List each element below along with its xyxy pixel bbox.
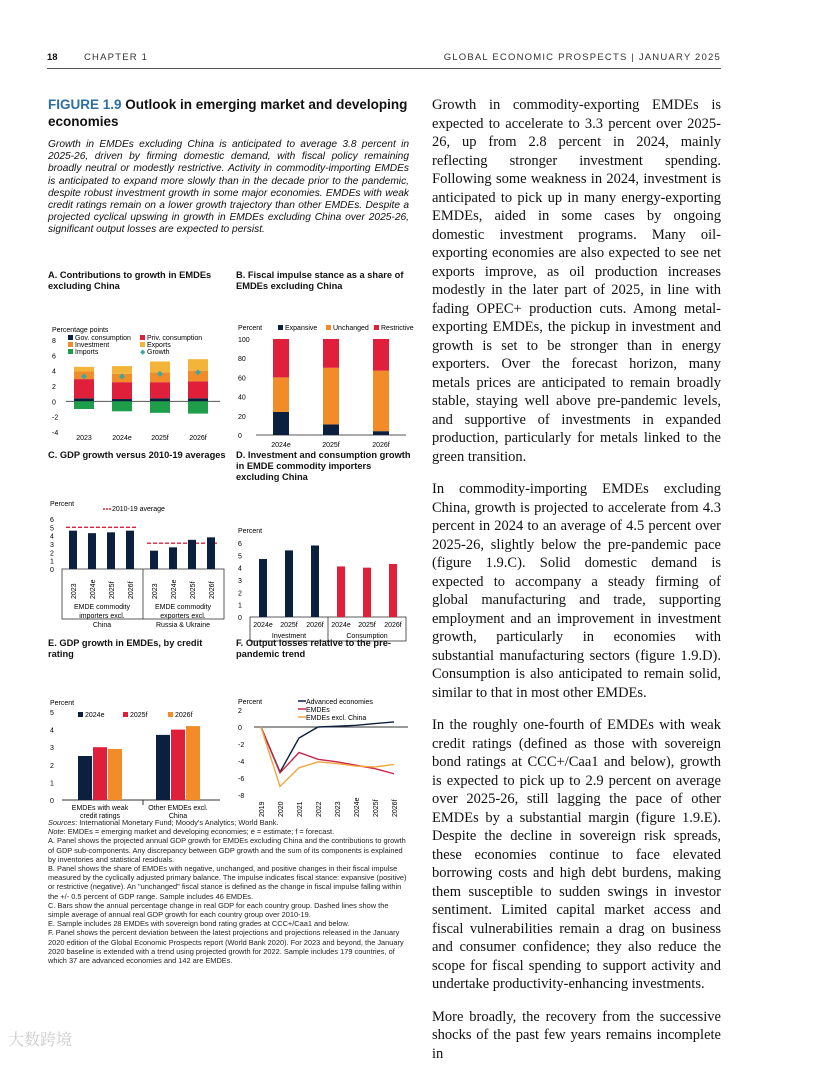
- bar: [78, 756, 92, 800]
- x-tick-label: 2023: [335, 801, 342, 817]
- legend-label: Exports: [147, 342, 171, 349]
- x-tick-label: EMDEs with weak: [71, 805, 129, 812]
- note-line: C. Bars show the annual percentage change in real GDP for each country group. Dashed lines show the simple average of annual real GDP growth for each country group over 2010-19.: [48, 900, 389, 920]
- group-label: China: [92, 622, 112, 629]
- y-tick-label: 4: [238, 565, 242, 573]
- bar: [93, 747, 107, 800]
- series-line: [261, 722, 394, 772]
- bar-segment: [74, 379, 94, 398]
- panel-a: [48, 270, 228, 447]
- chapter-label: CHAPTER 1: [84, 52, 149, 63]
- legend-swatch: [140, 335, 145, 340]
- panel-a-title: A. Contributions to growth in EMDEs excluding China: [48, 270, 212, 291]
- legend-label: 2010-19 average: [112, 506, 165, 513]
- x-tick-label: 2025f: [373, 799, 380, 817]
- x-tick-label: 2023: [152, 583, 159, 599]
- legend-swatch: [168, 712, 173, 717]
- y-tick-label: 2: [238, 708, 242, 715]
- bar: [311, 545, 319, 617]
- y-tick-label: 5: [50, 525, 54, 533]
- panel-d-chart: [236, 483, 411, 638]
- bar: [171, 730, 185, 800]
- legend-label: Imports: [75, 349, 99, 356]
- legend-label: Expansive: [285, 325, 318, 332]
- bar-segment: [74, 398, 94, 401]
- x-tick-label: 2024e: [112, 435, 132, 442]
- figure-notes: [48, 818, 410, 965]
- bar-segment: [373, 371, 389, 431]
- legend-label: 2024e: [85, 712, 105, 719]
- y-tick-label: 2: [50, 550, 54, 558]
- y-tick-label: 40: [238, 394, 246, 402]
- bar: [169, 547, 177, 569]
- y-tick-label: 3: [50, 542, 54, 549]
- x-tick-label: 2026f: [189, 435, 207, 442]
- bar-segment: [323, 339, 339, 368]
- legend-swatch: [68, 349, 73, 354]
- bar-segment: [150, 382, 170, 398]
- y-tick-label: 0: [238, 433, 242, 440]
- y-tick-label: -4: [238, 759, 245, 766]
- group-label: Investment: [271, 633, 307, 640]
- note-line: B. Panel shows the share of EMDEs with negative, unchanged, and positive changes in their fiscal impulse measured by the cyclically adjusted primary balance. The impulse indicates fiscal stance: expansive (positive) or restrictive (negative). An "unchanged" fiscal stance is defined as the change in fiscal impulse falling within the +/- 0.5 percent of GDP range. Sample includes 46 EMDEs.: [48, 864, 407, 901]
- y-tick-label: 100: [238, 337, 250, 344]
- legend-label: Growth: [147, 349, 170, 356]
- x-tick-label: 2024e: [253, 622, 273, 629]
- bar-segment: [323, 424, 339, 435]
- panel-f-chart: [236, 660, 411, 820]
- figure-number: FIGURE 1.9: [48, 97, 122, 112]
- legend-label: EMDEs: [306, 707, 330, 714]
- bar-segment: [112, 399, 132, 401]
- x-tick-label: 2024e: [271, 442, 291, 449]
- bar-segment: [112, 401, 132, 411]
- y-tick-label: 5: [238, 553, 242, 561]
- y-tick-label: 0: [50, 798, 54, 805]
- bar: [186, 726, 200, 800]
- bar: [363, 568, 371, 617]
- group-label: EMDE commodity: [73, 604, 131, 611]
- note-line: F. Panel shows the percent deviation between the latest projections and projections released in the January 2020 edition of the Global Economic Prospects report (World Bank 2020). For 2023 and beyond, the January 2020 baseline is extended with a trend using projected growth for 2022. Sample includes 179 countries, of which 37 are advanced economies and 142 are EMDEs.: [48, 928, 404, 966]
- y-tick-label: -6: [238, 776, 245, 783]
- x-tick-label: 2024e: [90, 579, 97, 599]
- panel-d: [236, 450, 411, 643]
- bar: [188, 540, 196, 569]
- legend-marker: ◆: [140, 349, 146, 356]
- panel-c-title: C. GDP growth versus 2010-19 averages: [48, 450, 226, 460]
- bar: [107, 532, 115, 569]
- y-tick-label: 3: [50, 745, 54, 753]
- bar: [108, 749, 122, 800]
- body-text: [432, 96, 721, 1077]
- x-tick-label: 2025f: [109, 581, 116, 599]
- y-tick-label: 8: [52, 338, 56, 345]
- figure-title-text: Outlook in emerging market and developing economies: [48, 97, 408, 129]
- x-tick-label: 2026f: [392, 799, 399, 817]
- group-label: EMDE commodity: [154, 604, 212, 611]
- running-header: [47, 52, 721, 69]
- legend-label: 2026f: [175, 712, 193, 719]
- note-line: E. Sample includes 28 EMDEs with sovereign bond rating grades at CCC+/Caa1 and below.: [48, 919, 350, 929]
- panel-b: [236, 270, 414, 449]
- panel-a-chart: [48, 292, 228, 442]
- y-tick-label: 4: [50, 533, 54, 541]
- y-tick-label: 6: [50, 517, 54, 524]
- bar: [126, 531, 134, 569]
- bar-segment: [373, 339, 389, 371]
- y-tick-label: 0: [52, 399, 56, 407]
- legend-swatch: [68, 342, 73, 347]
- body-paragraph: In commodity-importing EMDEs excluding China, growth is projected to accelerate from 4.3 percent in 2024 to an average of 4.5 percent over 2025-26, slightly below the pre-pandemic pace (figure 1.9.C). Solid domestic demand is expected to accompany a steady firming of global manufacturing and trade, supporting employment and an improvement in investment growth, particularly in economies with substantial manufacturing sectors (figure 1.9.D). Consumption is also anticipated to remain solid, similar to that in most other EMDEs.: [432, 481, 721, 701]
- x-tick-label: China: [168, 813, 188, 820]
- growth-marker: ◆: [156, 368, 164, 378]
- y-tick-label: -8: [238, 793, 245, 800]
- watermark: 大数跨境: [8, 1032, 73, 1049]
- y-tick-label: 1: [50, 780, 54, 788]
- bar: [69, 531, 77, 569]
- panel-c: [48, 450, 228, 631]
- note-line: A. Panel shows the projected annual GDP growth for EMDEs excluding China and the contributions to growth of GDP sub-components. Any discrepancy between GDP growth and the sum of its components is explained by inventories and statistical residuals.: [48, 836, 406, 864]
- legend-swatch: [123, 712, 128, 717]
- x-tick-label: 2020: [278, 801, 285, 817]
- x-tick-label: 2022: [316, 801, 323, 817]
- y-tick-label: 80: [238, 356, 246, 364]
- group-label: Russia & Ukraine: [155, 622, 211, 629]
- x-tick-label: 2024e: [354, 797, 361, 817]
- bar: [285, 550, 293, 617]
- y-tick-label: 1: [50, 558, 54, 566]
- y-tick-label: 2: [52, 384, 56, 391]
- legend-label: 2025f: [130, 712, 148, 719]
- y-tick-label: 1: [238, 602, 242, 610]
- bar-segment: [188, 381, 208, 398]
- bar-segment: [150, 401, 170, 413]
- x-tick-label: 2026f: [128, 581, 135, 599]
- x-tick-label: credit ratings: [79, 813, 121, 820]
- page-number: 18: [47, 52, 58, 63]
- x-tick-label: 2025f: [322, 442, 340, 449]
- bar-segment: [150, 398, 170, 401]
- growth-marker: ◆: [194, 367, 202, 377]
- growth-marker: ◆: [118, 371, 126, 381]
- y-tick-label: 6: [238, 541, 242, 548]
- y-tick-label: 60: [238, 375, 246, 383]
- note-line: Sources: International Monetary Fund; Moody's Analytics; World Bank.: [48, 818, 279, 827]
- x-tick-label: 2026f: [306, 622, 324, 629]
- x-tick-label: 2025f: [190, 581, 197, 599]
- legend-label: Unchanged: [333, 325, 369, 332]
- y-tick-label: -4: [52, 430, 59, 437]
- y-tick-label: 5: [50, 710, 54, 717]
- publication-title: GLOBAL ECONOMIC PROSPECTS | JANUARY 2025: [443, 52, 721, 63]
- series-line: [261, 727, 394, 787]
- x-tick-label: 2026f: [384, 622, 402, 629]
- y-axis-label: Percent: [238, 528, 263, 535]
- panel-b-title: B. Fiscal impulse stance as a share of EMDEs excluding China: [236, 270, 404, 291]
- bar-segment: [323, 368, 339, 425]
- y-tick-label: 0: [238, 725, 242, 732]
- y-tick-label: 0: [50, 567, 54, 574]
- x-tick-label: 2024e: [171, 579, 178, 599]
- panel-e: [48, 638, 228, 820]
- x-tick-label: 2021: [297, 801, 304, 817]
- bar-segment: [273, 377, 289, 412]
- bar: [88, 533, 96, 569]
- y-axis-label: Percentage points: [52, 327, 109, 334]
- y-axis-label: Percent: [50, 700, 75, 707]
- legend-label: Investment: [75, 342, 110, 349]
- body-paragraph: In the roughly one-fourth of EMDEs with weak credit ratings (defined as those with sovereign bond ratings at CCC+/Caa1 and below), growth is expected to pick up to 2.9 percent on average over 2025-26, still lagging the pace of other EMDEs by a substantial margin (figure 1.9.E). Despite the decline in sovereign risk spreads, these economies continue to face elevated borrowing costs and high debt burdens, making them susceptible to sudden swings in investor sentiment. Limited capital market access and fiscal vulnerabilities remain a drag on business and consumer confidence; they also reduce the scope for fiscal spending to support activity and undertake productivity-enhancing investments.: [432, 717, 721, 992]
- bar: [150, 551, 158, 569]
- y-tick-label: 0: [238, 615, 242, 622]
- group-label: exporters excl.: [160, 613, 206, 620]
- y-tick-label: 2: [50, 762, 54, 770]
- group-label: Consumption: [346, 633, 388, 640]
- figure-title: [48, 96, 408, 130]
- group-label: importers excl.: [79, 613, 125, 620]
- legend-label: EMDEs excl. China: [306, 715, 367, 722]
- x-tick-label: Other EMDEs excl.: [148, 805, 208, 812]
- panel-e-title: E. GDP growth in EMDEs, by credit rating: [48, 638, 203, 659]
- legend-label: Priv. consumption: [147, 335, 203, 342]
- y-axis-label: Percent: [238, 325, 263, 332]
- y-axis-label: Percent: [50, 501, 75, 508]
- panel-b-chart: [236, 292, 414, 449]
- x-tick-label: 2025f: [358, 622, 376, 629]
- bar: [156, 735, 170, 800]
- panel-d-title: D. Investment and consumption growth in EMDE commodity importers excluding China: [236, 450, 411, 482]
- legend-swatch: [278, 325, 283, 330]
- bar: [259, 559, 267, 617]
- bar: [389, 564, 397, 617]
- x-tick-label: 2023: [71, 583, 78, 599]
- figure-summary: Growth in EMDEs excluding China is anticipated to average 3.8 percent in 2025-26, driven by firming domestic demand, with fiscal policy remaining broadly neutral or modestly restrictive. Activity in commodity-importing EMDEs is anticipated to expand more slowly than in the decade prior to the pandemic, despite robust investment growth in some major economies. EMDEs with weak credit ratings remain on a lower growth trajectory than other EMDEs. Despite a projected cyclical upswing in growth in EMDEs excluding China over 2025-26, significant output losses are expected to persist.: [48, 139, 409, 236]
- y-tick-label: 4: [50, 727, 54, 735]
- body-paragraph: Growth in commodity-exporting EMDEs is expected to accelerate to 3.3 percent over 2025-26, up from 2.8 percent in 2024, mainly reflecting stronger investment spending. Following some weakness in 2024, investment is anticipated to pick up in many energy-exporting EMDEs, aided in some cases by ongoing domestic investment programs. Many oil-exporting economies are also expected to see net exports improve, as oil production increases modestly in the later part of 2025, in line with fading OPEC+ production cuts. Among metal-exporting EMDEs, the pickup in investment and growth is set to be stronger than in energy exporters. Over the forecast horizon, many metals prices are anticipated to remain broadly stable, staying well above pre-pandemic levels, and supportive of investments in expanded production, particularly for metals linked to the green transition.: [432, 97, 721, 465]
- y-tick-label: -2: [52, 414, 59, 422]
- y-axis-label: Percent: [238, 699, 263, 706]
- growth-marker: ◆: [80, 371, 88, 381]
- legend-swatch: [78, 712, 83, 717]
- legend-label: Restrictive: [381, 325, 414, 332]
- bar: [207, 537, 215, 569]
- y-tick-label: 4: [52, 368, 56, 376]
- y-tick-label: 2: [238, 590, 242, 598]
- y-tick-label: 3: [238, 578, 242, 585]
- x-tick-label: 2024e: [331, 622, 351, 629]
- x-tick-label: 2026f: [209, 581, 216, 599]
- x-tick-label: 2026f: [372, 442, 390, 449]
- panel-c-chart: [48, 461, 228, 629]
- x-tick-label: 2023: [76, 435, 92, 442]
- note-line: Note: EMDEs = emerging market and developing economies; e = estimate; f = forecast.: [48, 827, 335, 837]
- bar-segment: [273, 412, 289, 435]
- legend-swatch: [68, 335, 73, 340]
- y-tick-label: 20: [238, 413, 246, 421]
- x-tick-label: 2025f: [151, 435, 169, 442]
- bar-segment: [74, 401, 94, 409]
- bar-segment: [112, 382, 132, 399]
- panel-f: [236, 638, 411, 825]
- bar-segment: [188, 401, 208, 413]
- legend-label: Gov. consumption: [75, 335, 131, 342]
- bar-segment: [373, 431, 389, 435]
- legend-label: Advanced economies: [306, 699, 373, 706]
- y-tick-label: -2: [238, 742, 245, 749]
- x-tick-label: 2025f: [280, 622, 298, 629]
- y-tick-label: 6: [52, 353, 56, 361]
- bar: [337, 566, 345, 617]
- legend-swatch: [140, 342, 145, 347]
- panel-f-title: F. Output losses relative to the pre-pandemic trend: [236, 638, 391, 659]
- panel-e-chart: [48, 660, 228, 820]
- body-paragraph: More broadly, the recovery from the successive shocks of the past few years remains incomplete in: [432, 1008, 721, 1062]
- bar-segment: [188, 398, 208, 401]
- legend-swatch: [374, 325, 379, 330]
- legend-swatch: [326, 325, 331, 330]
- bar-segment: [273, 339, 289, 377]
- x-tick-label: 2019: [259, 801, 266, 817]
